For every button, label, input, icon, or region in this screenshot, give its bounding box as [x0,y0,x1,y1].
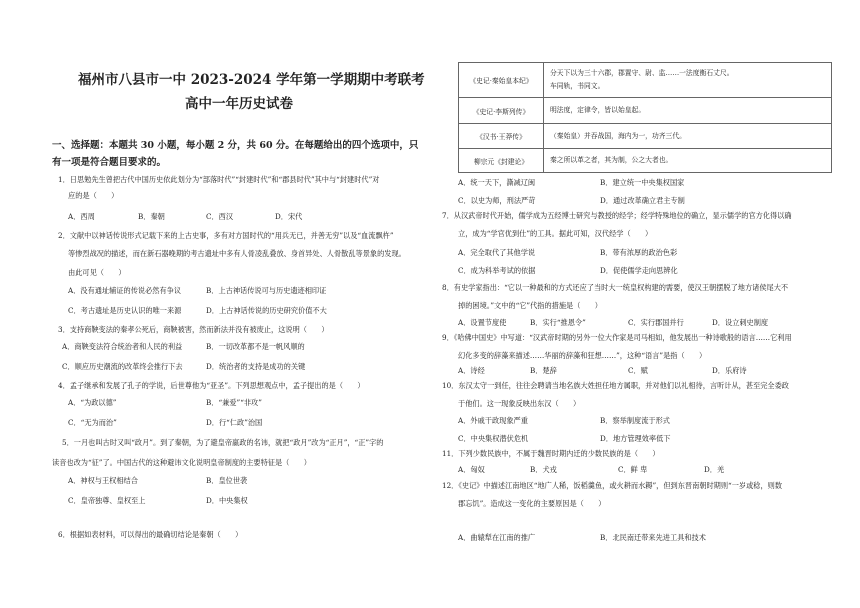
table-row [459,98,832,124]
option: C．中央集权潜伏危机 [458,434,529,443]
option: D．统治者的支持是成功的关键 [206,362,306,371]
question-stem: 掉的困境。”文中的“它”代指的措施是（ ） [458,301,602,310]
table-source: 柳宗元《封建论》 [459,149,544,173]
option: D．通过改革确立君主专制 [600,196,685,205]
option: D．羌 [704,465,725,474]
exam-title: 福州市八县市一中 2023-2024 学年第一学期期中考联考 [78,72,425,88]
question-stem: 10．东汉太守一到任，往往会聘请当地名族大姓担任地方属职，并对他们以礼相待，言听计从，甚至完全委政 [442,381,789,390]
option: D．乐府诗 [712,366,747,375]
option: A．完全取代了其他学说 [458,248,536,257]
table-text-line: 分天下以为三十六郡，郡置守、尉、监……一法度衡石丈尺。 [550,69,734,77]
option: B．建立统一中央集权国家 [600,178,685,187]
option: A．统一天下，澌减辽闽 [458,178,536,187]
option: B．一切改革都不是一帆风顺的 [206,342,305,351]
option: A．匈奴 [458,465,485,474]
option: A．没有通址辅证的传说必然有争议 [68,286,182,295]
table-row [459,149,832,173]
option: D．中央集权 [206,496,248,505]
question-stem: 读音也改为“征”了。中国古代的这种避讳文化说明皇帝制度的主要特征是（ ） [52,458,311,467]
option: A．“为政以德” [68,398,117,407]
option: C．鲜 卑 [618,465,648,474]
option: A．诗经 [458,366,485,375]
option: D．地方管理效率低下 [600,434,671,443]
question-stem: 8．有史学家指出：“它以一种最和的方式还应了当时大一统皇权构建的需要，使汉王朝摆脱了地方诸侯尾大不 [442,283,789,292]
table-text: 明法度，定律令，皆以始皇起。 [544,98,832,124]
question-stem: 由此可见（ ） [68,268,126,277]
option: D．行“仁政”治国 [206,418,263,427]
option: C．顺应历史潮流的改革终会推行下去 [62,362,183,371]
table-text-line: 车同轨，书同文。 [550,82,605,90]
option: D．促使儒学走向思辨化 [600,266,678,275]
option: C．成为科举考试的依据 [458,266,536,275]
table-row [459,124,832,149]
question-stem: 3．支持商鞅变法的秦孝公死后，商鞅被害，然而新法并没有被废止，这说明（ ） [58,325,329,334]
option: A．外戚干政现象严重 [458,416,528,425]
option: C．以史为师，刑法严苛 [458,196,536,205]
source-table [458,62,832,173]
option: C．“无为而治” [68,418,117,427]
question-stem: 5．一月也叫古时又叫“政月”。到了秦朝，为了避皇帝嬴政的名讳，就把“政月”改为“正月”，“正”字的 [62,438,384,447]
option: B．察举制度流于形式 [600,416,670,425]
option: D．宋代 [275,212,303,221]
question-stem: 12．《史记》中描述江南地区“地广人稀，饭稻羹鱼，或火耕而水耨”，但到东晋南朝时期则“一岁或稔，则数 [442,481,783,490]
option: B．北民南迁带来先进工具和技术 [600,533,706,542]
question-stem: 郡忘饥”。造成这一变化的主要原因是（ ） [458,499,606,508]
option: C．实行郡国并行 [628,318,684,327]
question-stem: 4．孟子继承和发展了孔子的学说，后世尊他为“亚圣”。下列思想观点中，孟子提出的是（ ） [58,381,365,390]
option: D．上古神话传说的历史研究价值不大 [206,306,327,315]
option: C．赋 [628,366,648,375]
option: D．设立刺史制度 [712,318,769,327]
question-stem: 7．从汉武帝时代开始，儒学成为五经博士研究与教授的经学；经学特殊地位的确立，显示儒学的官方化得以确 [442,211,792,220]
option: A．商鞅变法符合统治者和人民的利益 [62,342,183,351]
table-text: 秦之所以革之者，其为制，公之大者也。 [544,149,832,173]
exam-subtitle: 高中一年历史试卷 [185,96,293,112]
option: C．考古遗址是历史认识的唯一来源 [68,306,182,315]
table-source: 《史记·李斯列传》 [459,98,544,124]
option: B．犬戎 [530,465,557,474]
section-heading: 一、选择题：本题共 30 小题，每小题 2 分，共 60 分。在每题给出的四个选项中，只有一项是符合题目要求的。 [52,140,419,168]
option: A．西周 [68,212,95,221]
question-stem: 11．下列少数民族中，不属于魏晋时期内迁的少数民族的是（ ） [442,449,660,458]
question-stem: 9．《哈佛中国史》中写道：“汉武帝时期的另外一位大作家是司马相如，他发展出一种诗歌般的语言……它利用 [442,333,792,342]
option: A．设置节度使 [458,318,507,327]
question-stem: 立，成为“学官优到仕”的工具。据此可知，汉代经学（ ） [458,229,653,238]
question-stem: 等惨烈战况的描述，而在新石器晚期的考古遗址中多有人骨凌乱叠放、身首异处、人骨散乱等景象的发现。 [68,249,406,258]
option: B．“兼爱”“非攻” [206,398,262,407]
option: B．上古神话传说可与历史遗迹相印证 [206,286,327,295]
option: A．神权与王权相结合 [68,476,138,485]
question-stem: 应的是（ ） [68,191,119,200]
option: B．楚辞 [530,366,557,375]
option: C．皇帝独尊、皇权至上 [68,496,146,505]
option: B．实行“推恩令” [530,318,586,327]
table-source: 《汉书·王莽传》 [459,124,544,149]
table-text [544,63,832,98]
option: C．西汉 [206,212,234,221]
question-stem: 于他们。这一现象反映出东汉（ ） [458,399,581,408]
question-stem: 幻化多变的辞藻来描述……华丽的辞藻和狂想……”，这种“语言”是指（ ） [458,351,707,360]
option: B．皇位世袭 [206,476,248,485]
option: A．曲辕犁在江南的推广 [458,533,536,542]
option: B．带有浓厚的政治色彩 [600,248,678,257]
table-text: （秦始皇）并吞战国，海内为一，功齐三代。 [544,124,832,149]
question-stem: 2．文献中以神话传说形式记载下来的上古史事，多有对方国时代的“用兵无已，并善无穷”以及“血流飘杵” [58,231,394,240]
question-stem: 6．根据如表材料，可以得出的最确切结论是秦朝（ ） [58,530,243,539]
table-source: 《史记·秦始皇本纪》 [459,63,544,98]
question-stem: 1．日思勉先生曾把古代中国历史依此划分为“部落时代”“封建时代”和“郡县时代”其中与“封建时代”对 [58,175,380,184]
table-row [459,63,832,98]
option: B．秦朝 [138,212,165,221]
